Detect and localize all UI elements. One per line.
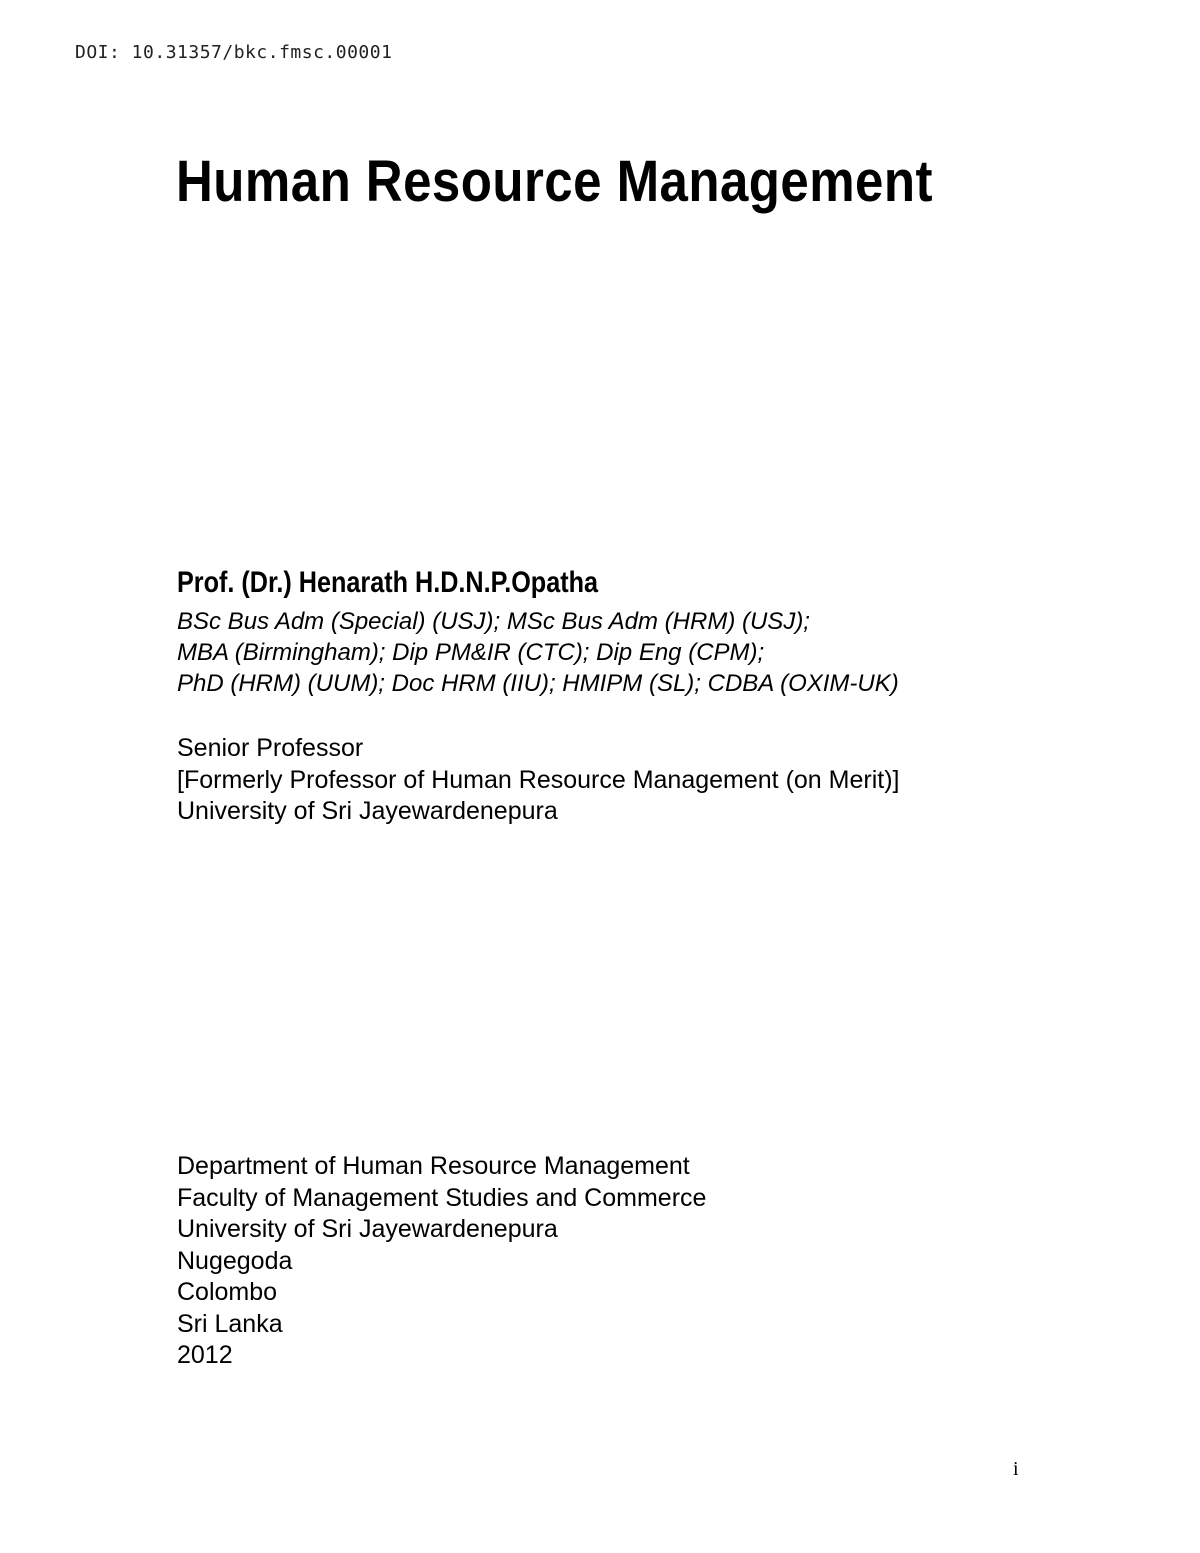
former-position: [Formerly Professor of Human Resource Management (on Merit)] (177, 765, 900, 794)
author-name: Prof. (Dr.) Henarath H.D.N.P.Opatha (177, 566, 599, 599)
qualification-line: PhD (HRM) (UUM); Doc HRM (IIU); HMIPM (SL); CDBA (OXIM-UK) (177, 670, 899, 697)
address-line-university: University of Sri Jayewardenepura (177, 1215, 558, 1243)
qualification-line: MBA (Birmingham); Dip PM&IR (CTC); Dip Eng (CPM); (177, 639, 765, 666)
position-title: Senior Professor (177, 734, 364, 762)
document-title: Human Resource Management (176, 149, 933, 214)
author-block (177, 566, 899, 699)
address-line-department: Department of Human Resource Management (177, 1152, 690, 1180)
position-block (177, 733, 899, 828)
page-number: i (1013, 1458, 1019, 1480)
address-line-town: Nugegoda (177, 1246, 293, 1275)
qualification-line: BSc Bus Adm (Special) (USJ); MSc Bus Adm (HRM) (USJ); (177, 608, 810, 635)
doi-header: DOI: 10.31357/bkc.fmsc.00001 (75, 42, 393, 63)
address-line-country: Sri Lanka (177, 1309, 283, 1338)
address-line-faculty: Faculty of Management Studies and Commerce (177, 1183, 707, 1212)
address-block (177, 1151, 706, 1372)
university-name: University of Sri Jayewardenepura (177, 797, 558, 825)
publication-year: 2012 (177, 1341, 233, 1369)
address-line-city: Colombo (177, 1278, 278, 1306)
